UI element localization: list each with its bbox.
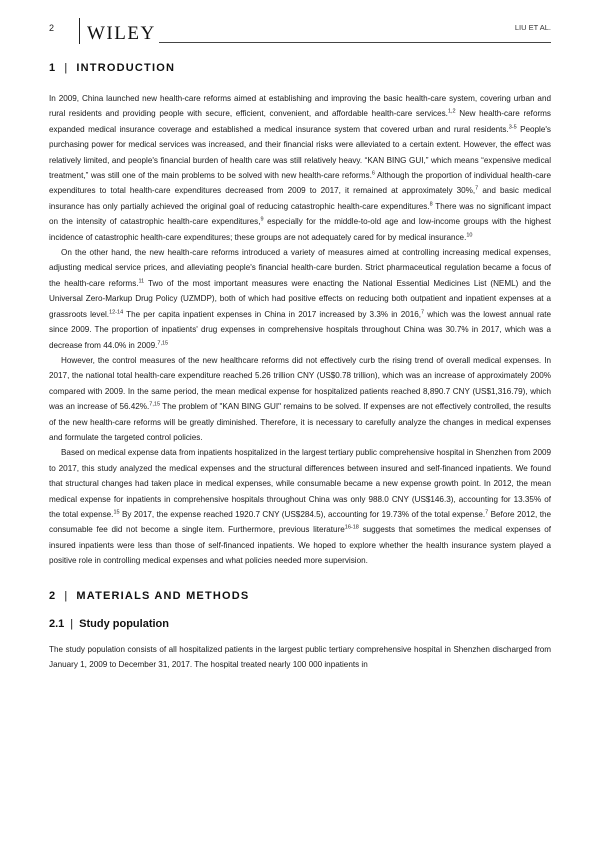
paragraph	[49, 91, 551, 245]
section-title: MATERIALS AND METHODS	[76, 589, 250, 602]
citation-ref[interactable]: 1,2	[447, 108, 456, 115]
text-run: New health-care reforms expanded medical insurance coverage and established a medical insurance system that covered urban and rural residents.	[49, 109, 551, 134]
text-run: The problem of "KAN BING GUI" remains to be solved. If expenses are not effectively controlled, the results of the new health-care reforms will be greatly diminished. Therefore, it is necessary to carefully analyze the changes in medical expenses and formulate the targeted control policies.	[49, 402, 551, 442]
section-heading-introduction	[49, 62, 551, 74]
paragraph	[49, 245, 551, 353]
text-run: There was no significant impact on the intensity of catastrophic health-care expenditures,	[49, 201, 551, 227]
text-run: In 2009, China launched new health-care reforms aimed at establishing and improving the basic health-care system, covering urban and rural residents and providing people with secure, efficient, convenient, and affordable health-care services.	[49, 94, 551, 119]
subsection-number: 2.1	[49, 617, 65, 630]
citation-ref[interactable]: 10	[466, 232, 473, 239]
citation-ref[interactable]: 7	[475, 185, 479, 192]
text-run: However, the control measures of the new healthcare reforms did not effectively curb the rising trend of overall medical expenses. In 2017, the national total health-care expenditure reached 5.26 trillion CNY (US$0.78 trillion), which was an increase of approximately 200% compared with 2009. In the same period, the mean medical expense for hospitalized patients reached 8,890.7 CNY (US$1,316.79), which was an increase of 56.42%.	[49, 355, 551, 412]
heading-separator: |	[64, 62, 69, 74]
section-title: INTRODUCTION	[76, 62, 176, 74]
citation-ref[interactable]: 9	[260, 216, 264, 223]
text-run: On the other hand, the new health-care reforms introduced a variety of measures aimed at controlling increasing medical expenses, adjusting medical service prices, and alleviating people's financial health-care burden. Strict pharmaceutical regulation became a focus of the health-care reforms.	[49, 248, 551, 288]
paragraph	[49, 642, 551, 673]
text-run: which was the lowest annual rate since 2009. The proportion of inpatients' drug expenses in comprehensive hospitals throughout China was 30.7% in 2017, which was a decrease from 44.0% in 2009.	[49, 309, 551, 350]
text-run: suggests that sometimes the medical expenses of insured inpatients were less than those of self-financed inpatients. We hoped to explore whether the health insurance system played a positive role in controlling medical expenses and what policies needed more supervision.	[49, 525, 551, 566]
subsection-heading-study-population	[49, 618, 551, 630]
citation-ref[interactable]: 11	[138, 278, 145, 285]
citation-ref[interactable]: 16-18	[344, 524, 359, 531]
section-heading-materials-methods	[49, 590, 551, 602]
citation-ref[interactable]: 15	[113, 509, 120, 516]
article-body	[49, 62, 551, 672]
text-run: especially for the middle-to-old age and low-income groups with the highest incidence of catastrophic health-care expenditures; these groups are not adequately cared for by medical insurance.	[49, 217, 551, 242]
section-number: 1	[49, 62, 57, 74]
text-run: Although the proportion of individual health-care expenditures to total health-care expenditures decreased from 2009 to 2017, it remained at approximately 30%,	[49, 171, 552, 196]
header-rule	[159, 42, 551, 43]
text-run: Based on medical expense data from inpatients hospitalized in the largest tertiary public comprehensive hospital in Shenzhen from 2009 to 2017, this study analyzed the medical expenses and the structural differences between insured and self-financed inpatients. We found that structural changes had taken place in medical expenses, while consumable became a new expense growth point. In 2012, the mean medical expense for inpatients in comprehensive hospitals throughout China was only 988.0 CNY (US$146.3), accounting for 13.35% of the total expense.	[49, 448, 551, 519]
heading-separator: |	[64, 589, 69, 602]
citation-ref[interactable]: 7,15	[149, 401, 161, 408]
paragraph	[49, 445, 551, 568]
text-run: The study population consists of all hospitalized patients in the largest public tertiary comprehensive hospital in Shenzhen discharged from January 1, 2009 to December 31, 2017. The hospital treated nearly 100 000 inpatients in	[49, 644, 551, 669]
text-run: and basic medical insurance has only partially achieved the original goal of reducing catastrophic health-care expenditures.	[49, 186, 552, 211]
publisher-logo: WILEY	[87, 23, 156, 44]
text-run: Before 2012, the consumable fee did not become a single item. Furthermore, previous literature	[49, 509, 551, 535]
text-run: People's purchasing power for medical services was increased, and their financial risks were alleviated to a certain extent. However, the effect was relatively limited, and people's financial burden of health care was still relatively heavy. “KAN BING GUI,” which means “expensive medical treatment,” was still one of the main problems to be solved with new health-care reforms.	[49, 124, 551, 181]
section-number: 2	[49, 589, 57, 602]
subsection-title: Study population	[79, 617, 169, 630]
citation-ref[interactable]: 3-5	[508, 124, 517, 131]
page-number: 2	[49, 23, 55, 33]
citation-ref[interactable]: 8	[429, 201, 433, 208]
heading-separator: |	[70, 617, 74, 630]
running-authors: LIU ET AL.	[514, 23, 551, 32]
citation-ref[interactable]: 6	[371, 170, 375, 177]
paragraph	[49, 353, 551, 445]
citation-ref[interactable]: 7	[485, 509, 489, 516]
citation-ref[interactable]: 7,15	[157, 340, 169, 346]
citation-ref[interactable]: 7	[421, 309, 425, 316]
page-header	[49, 14, 551, 44]
header-divider	[79, 18, 80, 44]
text-run: Two of the most important measures were enacting the National Essential Medicines List (NEML) and the Universal Zero-Markup Drug Policy (UZMDP), both of which had positive effects on reducing both outpatient and inpatient expenses at a grassroots level.	[49, 278, 551, 319]
text-run: The per capita inpatient expenses in China in 2017 increased by 3.3% in 2016,	[123, 309, 422, 319]
citation-ref[interactable]: 12-14	[109, 309, 124, 316]
text-run: By 2017, the expense reached 1920.7 CNY (US$284.5), accounting for 19.73% of the total expense.	[119, 509, 486, 519]
